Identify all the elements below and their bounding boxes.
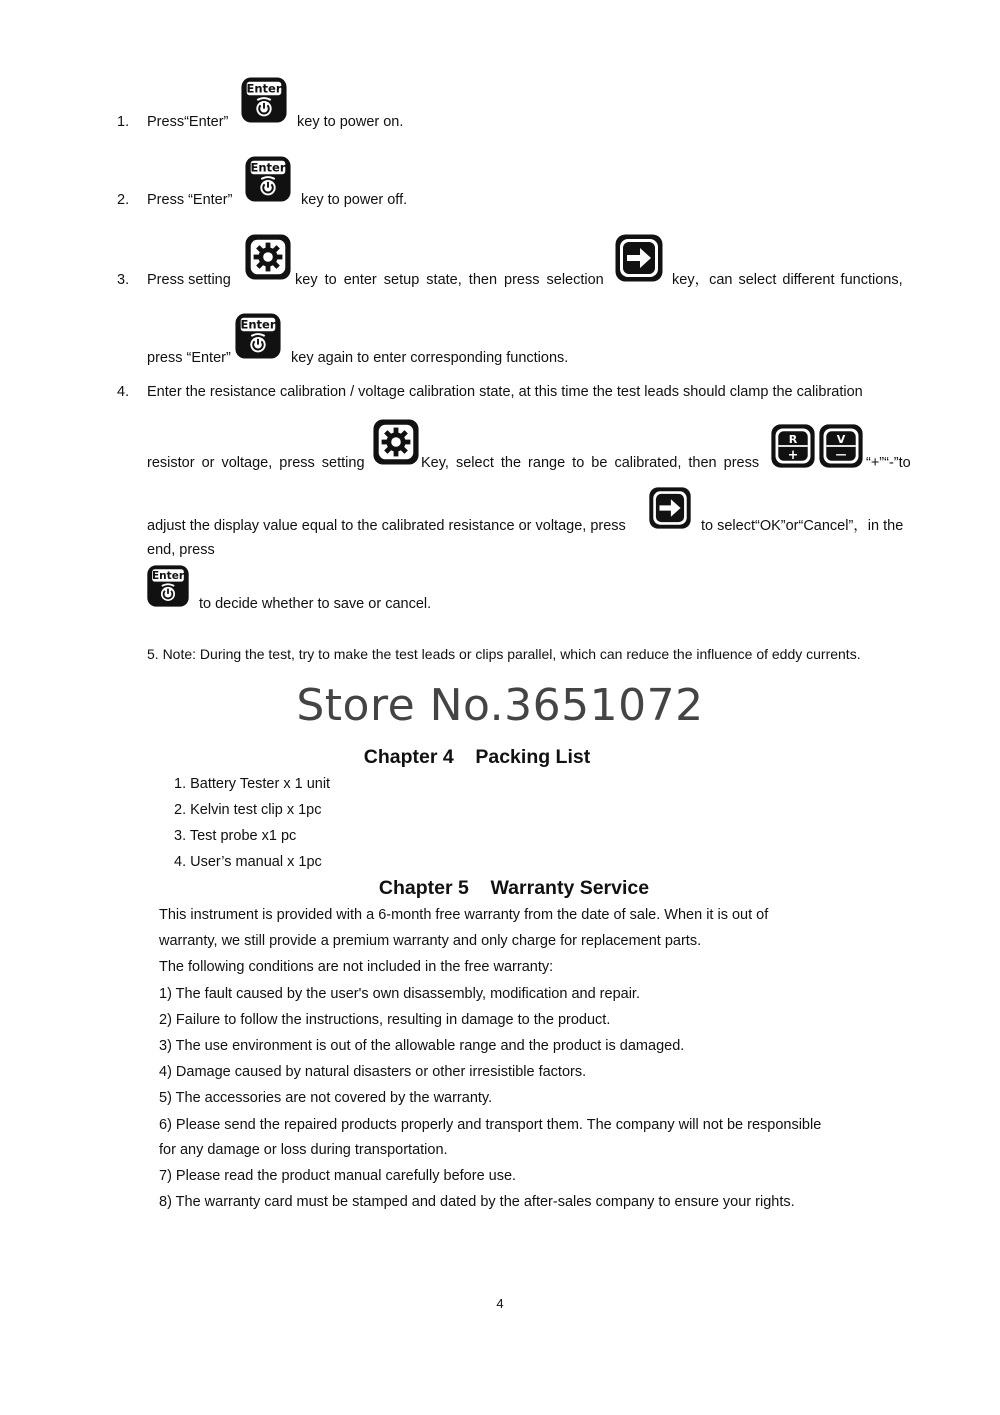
r-plus-key-icon — [770, 423, 816, 469]
step-4-text-a: resistor or voltage, press setting — [147, 455, 365, 471]
packing-list-item: 3. Test probe x1 pc — [174, 828, 297, 844]
step-1-number: 1. — [117, 114, 130, 130]
store-watermark: Store No.3651072 — [296, 680, 704, 731]
enter-key-icon — [146, 564, 190, 608]
packing-list-item: 1. Battery Tester x 1 unit — [174, 776, 331, 792]
warranty-line: for any damage or loss during transportation. — [159, 1142, 448, 1158]
warranty-line: This instrument is provided with a 6-month free warranty from the date of sale. When it is out of — [159, 907, 769, 923]
step-4-text-d: adjust the display value equal to the calibrated resistance or voltage, press — [147, 518, 626, 534]
packing-list-item: 4. User’s manual x 1pc — [174, 854, 322, 870]
step-4-text-c: “+”“-”to — [866, 455, 911, 471]
step-4-text-b: Key, select the range to be calibrated, then press — [421, 455, 760, 471]
step-4-number: 4. — [117, 384, 130, 400]
chapter-5-title: Chapter 5 Warranty Service — [378, 877, 650, 899]
step-3-text-c: key，can select different functions, — [672, 272, 903, 288]
packing-list-item: 2. Kelvin test clip x 1pc — [174, 802, 322, 818]
warranty-line: 4) Damage caused by natural disasters or other irresistible factors. — [159, 1064, 587, 1080]
step-4-text-g: to decide whether to save or cancel. — [199, 596, 432, 612]
step-3-number: 3. — [117, 272, 130, 288]
step-4-text-e: to select“OK”or“Cancel”，in the — [701, 518, 904, 534]
step-2-text-after: key to power off. — [301, 192, 408, 208]
v-label: V — [836, 433, 846, 447]
warranty-line: 1) The fault caused by the user's own disassembly, modification and repair. — [159, 986, 640, 1002]
warranty-line: The following conditions are not included in the free warranty: — [159, 959, 554, 975]
page-number: 4 — [496, 1296, 504, 1311]
step-2-number: 2. — [117, 192, 130, 208]
step-3-text-a: Press setting — [147, 272, 231, 288]
minus-label: — — [835, 447, 847, 461]
warranty-line: 3) The use environment is out of the allowable range and the product is damaged. — [159, 1038, 685, 1054]
v-minus-key-icon — [818, 423, 864, 469]
warranty-line: 5) The accessories are not covered by the warranty. — [159, 1090, 493, 1106]
step-4-line-1: Enter the resistance calibration / voltage calibration state, at this time the test leads should clamp the calibration — [147, 384, 863, 400]
step-1-text-before: Press“Enter” — [147, 114, 229, 130]
setting-key-icon — [244, 233, 292, 281]
setting-key-icon — [372, 418, 420, 466]
note-5: 5. Note: During the test, try to make the test leads or clips parallel, which can reduce the influence of eddy currents. — [147, 646, 861, 662]
selection-key-icon — [614, 233, 664, 283]
warranty-line: warranty, we still provide a premium warranty and only charge for replacement parts. — [159, 933, 702, 949]
warranty-line: 8) The warranty card must be stamped and dated by the after-sales company to ensure your rights. — [159, 1194, 795, 1210]
r-label: R — [788, 433, 798, 447]
step-3-text-d: press “Enter” — [147, 350, 231, 366]
plus-label: + — [787, 447, 799, 463]
step-4-text-f: end, press — [147, 542, 215, 558]
warranty-line: 2) Failure to follow the instructions, resulting in damage to the product. — [159, 1012, 611, 1028]
step-1-text-after: key to power on. — [297, 114, 404, 130]
step-2-text-before: Press “Enter” — [147, 192, 233, 208]
warranty-line: 6) Please send the repaired products properly and transport them. The company will not be responsible — [159, 1117, 822, 1133]
enter-key-icon — [244, 155, 292, 203]
chapter-4-title: Chapter 4 Packing List — [363, 746, 591, 768]
enter-key-icon — [240, 76, 288, 124]
step-3-text-e: key again to enter corresponding functions. — [291, 350, 569, 366]
selection-key-icon — [648, 486, 692, 530]
warranty-line: 7) Please read the product manual carefully before use. — [159, 1168, 517, 1184]
enter-key-icon — [234, 312, 282, 360]
step-3-text-b: key to enter setup state, then press selection — [295, 272, 604, 288]
